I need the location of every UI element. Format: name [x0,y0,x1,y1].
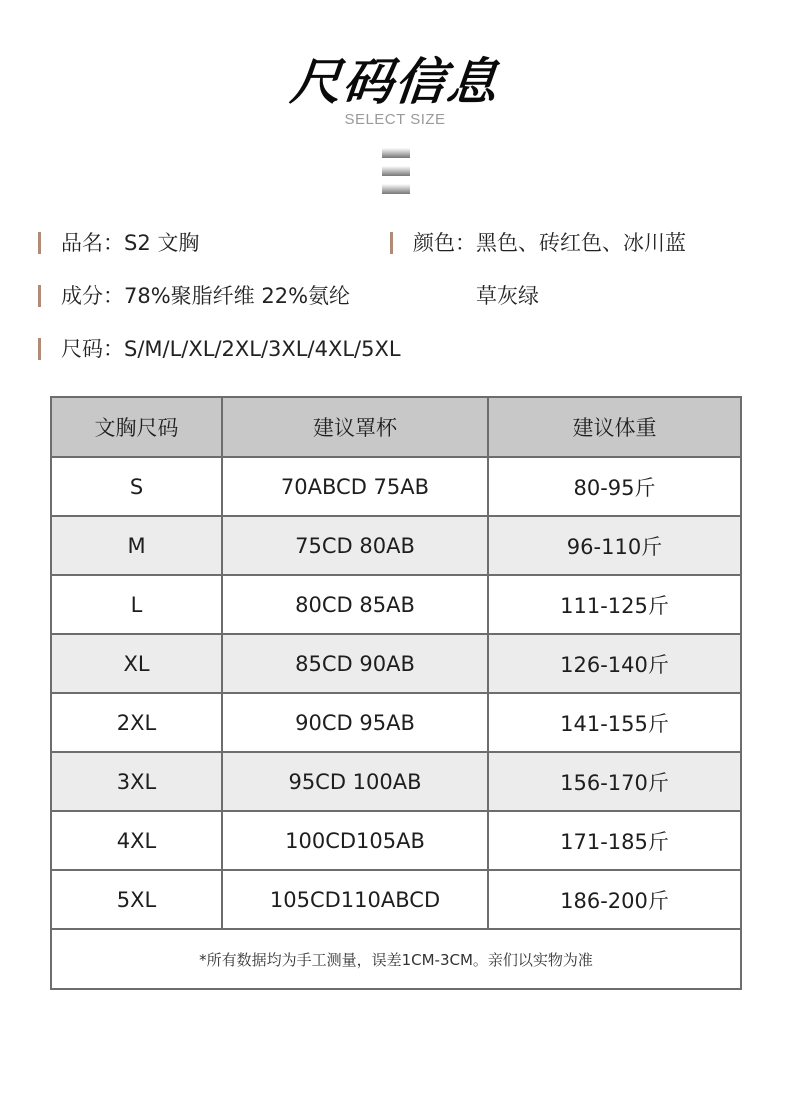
cell-size: M [51,516,222,575]
product-sizes: 尺码：S/M/L/XL/2XL/3XL/4XL/5XL [61,337,401,361]
table-row [51,870,741,929]
header-cup: 建议罩杯 [222,397,488,457]
cell-cup: 80CD 85AB [222,575,488,634]
table-row [51,752,741,811]
cell-cup: 85CD 90AB [222,634,488,693]
accent-bar [38,285,41,307]
cell-cup: 100CD105AB [222,811,488,870]
header-weight: 建议体重 [488,397,741,457]
product-colors: 颜色：黑色、砖红色、冰川蓝 [413,231,686,255]
table-row [51,811,741,870]
table-note-row [51,929,741,989]
table-row [51,693,741,752]
header-bra-size: 文胸尺码 [51,397,222,457]
table-header-row [51,397,741,457]
table-row [51,575,741,634]
cell-cup: 105CD110ABCD [222,870,488,929]
info-name-row [38,228,199,258]
stripe-3 [382,184,410,194]
cell-size: L [51,575,222,634]
cell-cup: 70ABCD 75AB [222,457,488,516]
cell-weight: 141-155斤 [488,693,741,752]
table-row [51,457,741,516]
cell-weight: 96-110斤 [488,516,741,575]
product-name: 品名：S2 文胸 [61,231,200,255]
info-sizes-row [38,334,401,364]
size-table [50,396,742,990]
cell-size: 2XL [51,693,222,752]
info-color-row [390,228,686,258]
product-color-extra: 草灰绿 [476,284,539,308]
decorative-stripes [382,148,410,196]
table-row [51,634,741,693]
cell-size: 5XL [51,870,222,929]
cell-weight: 171-185斤 [488,811,741,870]
cell-weight: 186-200斤 [488,870,741,929]
cell-size: 3XL [51,752,222,811]
product-material: 成分：78%聚脂纤维 22%氨纶 [61,284,351,308]
cell-weight: 80-95斤 [488,457,741,516]
cell-cup: 95CD 100AB [222,752,488,811]
accent-bar [38,232,41,254]
stripe-1 [382,148,410,158]
cell-weight: 111-125斤 [488,575,741,634]
cell-size: 4XL [51,811,222,870]
cell-size: XL [51,634,222,693]
info-material-row [38,281,350,311]
cell-size: S [51,457,222,516]
cell-weight: 126-140斤 [488,634,741,693]
page-title: 尺码信息 [287,53,503,111]
accent-bar [390,232,393,254]
cell-weight: 156-170斤 [488,752,741,811]
cell-cup: 90CD 95AB [222,693,488,752]
table-row [51,516,741,575]
accent-bar [38,338,41,360]
table-note: *所有数据均为手工测量，误差1CM-3CM。亲们以实物为准 [51,929,741,989]
stripe-2 [382,166,410,176]
page-subtitle: SELECT SIZE [344,111,446,128]
cell-cup: 75CD 80AB [222,516,488,575]
